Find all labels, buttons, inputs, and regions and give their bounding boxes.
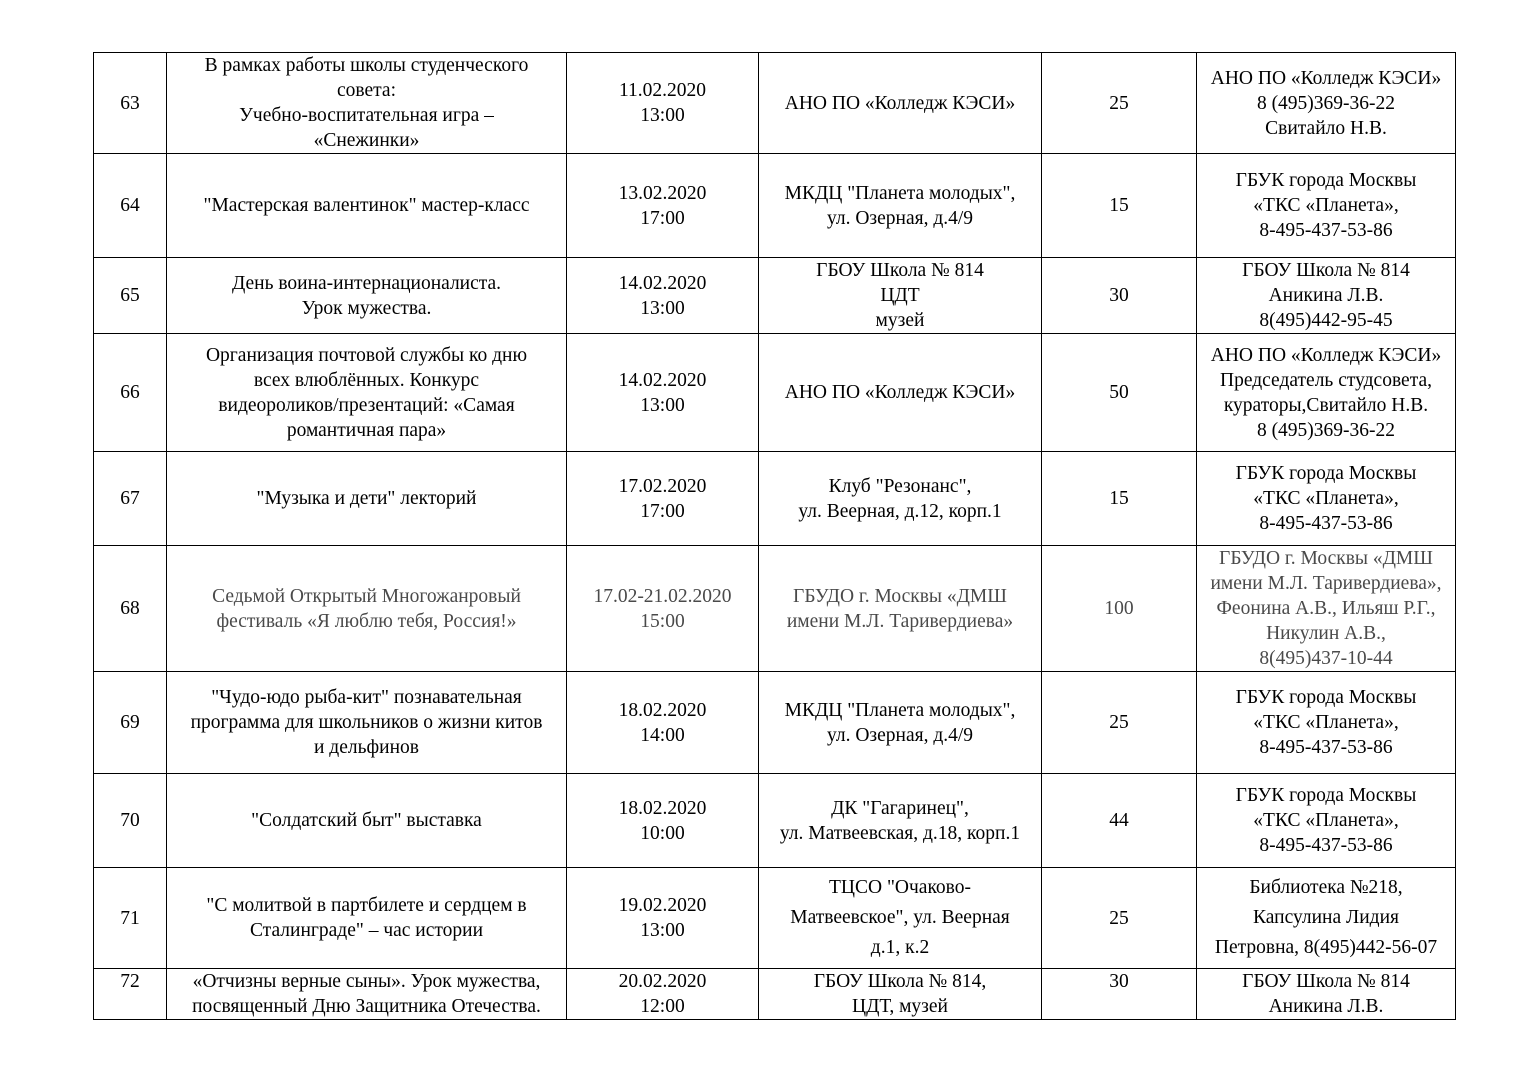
organizer-contact	[1197, 452, 1456, 546]
organizer-contact	[1197, 154, 1456, 258]
event-title-line: Учебно-воспитательная игра –	[239, 105, 494, 126]
event-title	[167, 774, 567, 868]
organizer-contact-line: «ТКС «Планета»,	[1253, 488, 1399, 509]
event-datetime-line: 13:00	[640, 297, 685, 319]
participant-count	[1042, 546, 1197, 672]
organizer-contact-line: АНО ПО «Колледж КЭСИ»	[1210, 344, 1442, 366]
event-venue-line: ул. Озерная, д.4/9	[826, 207, 974, 229]
participant-count	[1042, 258, 1197, 334]
table-row	[94, 258, 1456, 334]
organizer-contact-line: Феонина А.В., Ильяш Р.Г.,	[1216, 598, 1436, 619]
row-number	[94, 546, 167, 672]
organizer-contact-line: 8-495-437-53-86	[1259, 220, 1393, 241]
organizer-contact-line: Аникина Л.В.	[1268, 285, 1384, 306]
events-table	[93, 52, 1456, 1020]
event-datetime-line: 14.02.2020	[618, 272, 707, 294]
event-venue-line: ГБОУ Школа № 814	[816, 260, 984, 281]
event-title	[167, 154, 567, 258]
event-title-line: Организация почтовой службы ко дню	[205, 344, 528, 366]
participant-count-value: 30	[1109, 971, 1129, 992]
event-venue-line: АНО ПО «Колледж КЭСИ»	[784, 92, 1016, 114]
table-row	[94, 452, 1456, 546]
event-datetime	[567, 868, 759, 969]
event-title	[167, 452, 567, 546]
event-title-line: и дельфинов	[314, 737, 419, 758]
event-datetime-line: 17:00	[640, 500, 685, 522]
participant-count	[1042, 334, 1197, 452]
table-row	[94, 546, 1456, 672]
event-datetime-line: 17.02-21.02.2020	[593, 585, 732, 607]
row-number-value: 63	[120, 92, 140, 114]
event-datetime-line: 20.02.2020	[618, 971, 707, 992]
organizer-contact	[1197, 774, 1456, 868]
row-number	[94, 774, 167, 868]
organizer-contact-line: 8(495)442-95-45	[1259, 310, 1393, 331]
table-row	[94, 969, 1456, 1020]
organizer-contact-line: Петровна, 8(495)442-56-07	[1214, 937, 1438, 958]
event-datetime	[567, 774, 759, 868]
event-venue-line: ЦДТ, музей	[852, 996, 948, 1017]
organizer-contact-line: ГБУК города Москвы	[1235, 463, 1417, 484]
organizer-contact-line: Капсулина Лидия	[1253, 907, 1399, 928]
event-venue-line: ул. Озерная, д.4/9	[826, 724, 974, 746]
table-row	[94, 672, 1456, 774]
event-title-line: посвященный Дню Защитника Отечества.	[192, 996, 541, 1017]
event-venue-line: ЦДТ	[880, 285, 920, 306]
event-title-line: "Солдатский быт" выставка	[251, 810, 482, 831]
event-datetime	[567, 53, 759, 154]
event-title-line: "Музыка и дети" лекторий	[256, 488, 477, 509]
row-number	[94, 868, 167, 969]
event-venue-line: ул. Матвеевская, д.18, корп.1	[779, 822, 1021, 844]
table-row	[94, 868, 1456, 969]
event-venue-line: ул. Веерная, д.12, корп.1	[798, 500, 1002, 522]
organizer-contact-line: АНО ПО «Колледж КЭСИ»	[1210, 67, 1442, 89]
organizer-contact-line: имени М.Л. Таривердиева»,	[1210, 573, 1442, 594]
event-title-line: видеороликов/презентаций: «Самая	[218, 394, 515, 416]
organizer-contact-line: ГБУК города Москвы	[1235, 785, 1417, 806]
organizer-contact-line: «ТКС «Планета»,	[1253, 810, 1399, 831]
participant-count-value: 15	[1109, 195, 1129, 216]
organizer-contact-line: 8 (495)369-36-22	[1256, 92, 1396, 114]
organizer-contact-line: 8-495-437-53-86	[1259, 835, 1393, 856]
event-venue	[759, 452, 1042, 546]
organizer-contact-line: Свитайло Н.В.	[1265, 117, 1387, 139]
row-number-value: 65	[120, 285, 140, 306]
participant-count-value: 15	[1109, 488, 1129, 509]
event-title	[167, 672, 567, 774]
event-title	[167, 258, 567, 334]
row-number-value: 70	[120, 810, 140, 831]
event-title-line: романтичная пара»	[286, 419, 447, 441]
event-datetime	[567, 452, 759, 546]
table-row	[94, 334, 1456, 452]
row-number-value: 69	[120, 712, 140, 733]
event-datetime	[567, 154, 759, 258]
organizer-contact-line: Никулин А.В.,	[1266, 623, 1386, 644]
event-venue	[759, 672, 1042, 774]
event-datetime-line: 18.02.2020	[618, 699, 707, 721]
organizer-contact-line: ГБОУ Школа № 814	[1242, 260, 1410, 281]
event-datetime-line: 12:00	[640, 996, 685, 1017]
event-venue	[759, 868, 1042, 969]
event-title-line: Сталинграде" – час истории	[249, 920, 484, 941]
event-datetime-line: 19.02.2020	[618, 895, 707, 916]
event-title-line: «Снежинки»	[313, 130, 420, 151]
participant-count	[1042, 452, 1197, 546]
event-venue-line: МКДЦ "Планета молодых",	[784, 699, 1016, 721]
event-venue-line: МКДЦ "Планета молодых",	[784, 182, 1016, 204]
organizer-contact-line: ГБУК города Москвы	[1235, 687, 1417, 708]
event-title-line: фестиваль «Я люблю тебя, Россия!»	[216, 610, 517, 632]
participant-count-value: 25	[1109, 92, 1129, 114]
event-datetime-line: 17:00	[640, 207, 685, 229]
event-datetime-line: 17.02.2020	[618, 475, 707, 497]
participant-count	[1042, 774, 1197, 868]
event-datetime	[567, 334, 759, 452]
row-number-value: 66	[120, 382, 140, 403]
event-venue	[759, 154, 1042, 258]
participant-count-value: 25	[1109, 712, 1129, 733]
table-row	[94, 53, 1456, 154]
row-number	[94, 53, 167, 154]
row-number	[94, 452, 167, 546]
row-number-value: 72	[120, 971, 140, 992]
event-venue-line: ТЦСО "Очаково-	[828, 877, 971, 898]
event-venue	[759, 53, 1042, 154]
row-number-value: 64	[120, 195, 140, 216]
organizer-contact	[1197, 334, 1456, 452]
table-row	[94, 154, 1456, 258]
organizer-contact-line: 8-495-437-53-86	[1259, 737, 1393, 758]
event-title	[167, 334, 567, 452]
event-venue-line: ГБОУ Школа № 814,	[813, 971, 987, 992]
organizer-contact	[1197, 546, 1456, 672]
event-datetime-line: 13:00	[640, 105, 685, 126]
organizer-contact	[1197, 969, 1456, 1020]
participant-count	[1042, 969, 1197, 1020]
participant-count	[1042, 154, 1197, 258]
event-title-line: "Чудо-юдо рыба-кит" познавательная	[211, 687, 522, 708]
event-venue-line: музей	[875, 310, 925, 331]
participant-count-value: 30	[1109, 285, 1129, 306]
organizer-contact-line: «ТКС «Планета»,	[1253, 712, 1399, 733]
participant-count-value: 25	[1109, 907, 1129, 929]
event-title-line: Урок мужества.	[301, 297, 432, 319]
event-datetime	[567, 258, 759, 334]
event-title	[167, 546, 567, 672]
participant-count-value: 44	[1109, 810, 1129, 831]
event-venue	[759, 334, 1042, 452]
organizer-contact-line: Аникина Л.В.	[1268, 996, 1384, 1017]
organizer-contact-line: «ТКС «Планета»,	[1253, 195, 1399, 216]
event-title-line: В рамках работы школы студенческого	[204, 55, 529, 76]
event-venue-line: Клуб "Резонанс",	[828, 475, 972, 497]
participant-count	[1042, 868, 1197, 969]
events-table-body	[94, 53, 1456, 1020]
event-venue	[759, 969, 1042, 1020]
event-datetime-line: 15:00	[640, 610, 685, 632]
event-venue	[759, 258, 1042, 334]
event-datetime	[567, 969, 759, 1020]
event-datetime-line: 13:00	[640, 394, 685, 416]
event-venue-line: ДК "Гагаринец",	[831, 797, 969, 819]
event-title	[167, 868, 567, 969]
event-title-line: «Отчизны верные сыны». Урок мужества,	[192, 971, 541, 992]
event-datetime-line: 18.02.2020	[618, 797, 707, 819]
organizer-contact-line: Библиотека №218,	[1249, 877, 1403, 898]
event-title-line: совета:	[337, 80, 396, 101]
event-venue-line: Матвеевское", ул. Веерная	[790, 907, 1010, 928]
event-venue-line: ГБУДО г. Москвы «ДМШ	[793, 585, 1007, 607]
event-title-line: День воина-интернационалиста.	[231, 272, 502, 294]
event-datetime-line: 11.02.2020	[618, 80, 707, 101]
row-number	[94, 969, 167, 1020]
event-datetime-line: 13.02.2020	[618, 182, 707, 204]
row-number-value: 67	[120, 488, 140, 509]
event-venue-line: имени М.Л. Таривердиева»	[786, 610, 1014, 632]
organizer-contact	[1197, 53, 1456, 154]
event-title-line: всех влюблённых. Конкурс	[253, 369, 480, 391]
row-number-value: 68	[120, 598, 140, 619]
row-number-value: 71	[120, 907, 140, 929]
row-number	[94, 334, 167, 452]
event-venue-line: д.1, к.2	[870, 937, 930, 958]
row-number	[94, 154, 167, 258]
event-venue	[759, 546, 1042, 672]
participant-count	[1042, 53, 1197, 154]
participant-count-value: 100	[1104, 598, 1134, 619]
event-title-line: Седьмой Открытый Многожанровый	[212, 585, 521, 607]
organizer-contact	[1197, 672, 1456, 774]
event-venue-line: АНО ПО «Колледж КЭСИ»	[784, 382, 1016, 403]
event-title	[167, 53, 567, 154]
row-number	[94, 258, 167, 334]
event-datetime-line: 10:00	[640, 822, 685, 844]
table-row	[94, 774, 1456, 868]
event-title-line: "С молитвой в партбилете и сердцем в	[206, 895, 527, 916]
row-number	[94, 672, 167, 774]
organizer-contact-line: 8(495)437-10-44	[1259, 648, 1393, 669]
organizer-contact-line: кураторы,Свитайло Н.В.	[1223, 394, 1429, 416]
event-title-line: "Мастерская валентинок" мастер-класс	[203, 195, 530, 216]
participant-count-value: 50	[1109, 382, 1129, 403]
organizer-contact-line: 8 (495)369-36-22	[1256, 419, 1396, 441]
event-datetime	[567, 672, 759, 774]
organizer-contact-line: ГБОУ Школа № 814	[1242, 971, 1410, 992]
organizer-contact-line: Председатель студсовета,	[1220, 369, 1432, 391]
event-datetime-line: 13:00	[640, 920, 685, 941]
event-datetime-line: 14.02.2020	[618, 369, 707, 391]
event-title-line: программа для школьников о жизни китов	[190, 712, 543, 733]
organizer-contact-line: 8-495-437-53-86	[1259, 513, 1393, 534]
organizer-contact	[1197, 258, 1456, 334]
organizer-contact-line: ГБУК города Москвы	[1235, 170, 1417, 191]
event-venue	[759, 774, 1042, 868]
organizer-contact	[1197, 868, 1456, 969]
event-datetime-line: 14:00	[640, 724, 685, 746]
event-title	[167, 969, 567, 1020]
organizer-contact-line: ГБУДО г. Москвы «ДМШ	[1219, 548, 1433, 569]
event-datetime	[567, 546, 759, 672]
participant-count	[1042, 672, 1197, 774]
